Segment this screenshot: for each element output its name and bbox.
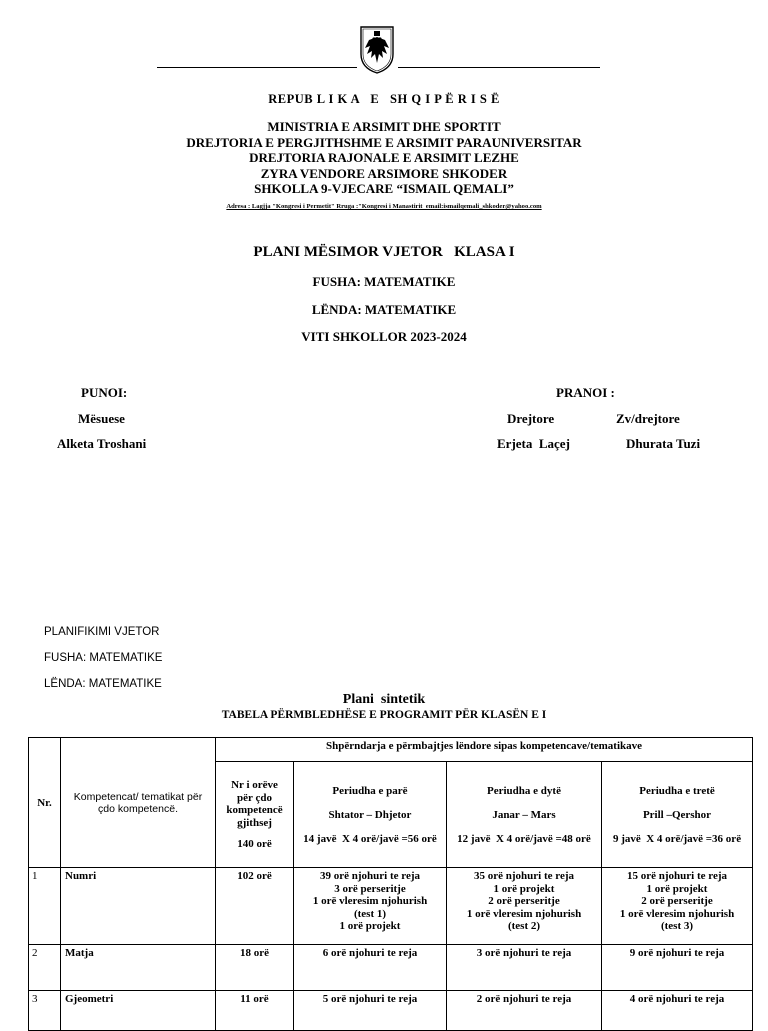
competence-name: Numri bbox=[61, 868, 216, 945]
planning-field-label: FUSHA: MATEMATIKE bbox=[44, 652, 163, 664]
synthetic-plan-title: Plani sintetik bbox=[342, 692, 426, 707]
row-total-hours: 102 orë bbox=[216, 868, 294, 945]
school-year-line: VITI SHKOLLOR 2023-2024 bbox=[301, 329, 467, 344]
deputy-director-name: Dhurata Tuzi bbox=[626, 436, 701, 451]
local-office-line: ZYRA VENDORE ARSIMORE SHKODER bbox=[260, 165, 508, 181]
director-name: Erjeta Laçej bbox=[497, 436, 570, 451]
row-total-hours: 18 orë bbox=[216, 945, 294, 991]
period-3-cell: 9 orë njohuri te reja bbox=[602, 945, 753, 991]
row-number: 3 bbox=[29, 991, 61, 1031]
total-hours-value: 140 orë bbox=[237, 838, 272, 850]
deputy-director-role: Zv/drejtore bbox=[616, 411, 680, 426]
period-1-header: Periudha e parë Shtator – Dhjetor 14 javë X 4 orë/javë =56 orë bbox=[294, 762, 447, 868]
period-3-cell: 4 orë njohuri te reja bbox=[602, 991, 753, 1031]
table-row bbox=[29, 945, 753, 991]
director-role: Drejtore bbox=[507, 411, 555, 426]
period-3-cell: 15 orë njohuri te reja 1 orë projekt 2 orë perseritje 1 orë vleresim njohurish (test 3) bbox=[602, 868, 753, 945]
ministry-line: MINISTRIA E ARSIMIT DHE SPORTIT bbox=[267, 119, 501, 134]
annual-planning-label: PLANIFIKIMI VJETOR bbox=[44, 626, 160, 638]
period-1-cell: 5 orë njohuri te reja bbox=[294, 991, 447, 1031]
institution-lines bbox=[0, 119, 768, 197]
period-3-header: Periudha e tretë Prill –Qershor 9 javë X 4 orë/javë =36 orë bbox=[602, 762, 753, 868]
period-2-cell: 35 orë njohuri te reja 1 orë projekt 2 orë perseritje 1 orë vleresim njohurish (test 2) bbox=[447, 868, 602, 945]
period-1-cell: 6 orë njohuri te reja bbox=[294, 945, 447, 991]
competence-name: Matja bbox=[61, 945, 216, 991]
teacher-name: Alketa Troshani bbox=[57, 436, 147, 451]
plan-title: PLANI MËSIMOR VJETOR KLASA I bbox=[253, 244, 515, 260]
albanian-eagle-crest-icon bbox=[359, 24, 395, 74]
table-row bbox=[29, 991, 753, 1031]
directorate-general-line: DREJTORIA E PERGJITHSHME E ARSIMIT PARAUNIVERSITAR bbox=[186, 134, 582, 150]
regional-directorate-line: DREJTORIA RAJONALE E ARSIMIT LEZHE bbox=[249, 150, 519, 165]
header-rule-left bbox=[157, 67, 357, 68]
approved-by-label: PRANOI : bbox=[556, 385, 615, 400]
competence-name: Gjeometri bbox=[61, 991, 216, 1031]
prepared-by-label: PUNOI: bbox=[81, 385, 128, 400]
period-1-cell: 39 orë njohuri te reja 3 orë perseritje 1 orë vleresim njohurish (test 1) 1 orë projekt bbox=[294, 868, 447, 945]
row-total-hours: 11 orë bbox=[216, 991, 294, 1031]
table-row bbox=[29, 868, 753, 945]
nr-header: Nr. bbox=[29, 738, 61, 868]
period-2-cell: 3 orë njohuri te reja bbox=[447, 945, 602, 991]
summary-table-title: TABELA PËRMBLEDHËSE E PROGRAMIT PËR KLASËN E I bbox=[221, 709, 547, 721]
competence-header: Kompetencat/ tematikat për çdo kompetencë. bbox=[61, 738, 216, 868]
header-rule-right bbox=[398, 67, 600, 68]
school-name-line: SHKOLLA 9-VJECARE “ISMAIL QEMALI” bbox=[254, 181, 514, 196]
period-2-header: Periudha e dytë Janar – Mars 12 javë X 4 orë/javë =48 orë bbox=[447, 762, 602, 868]
program-summary-table bbox=[28, 737, 753, 1031]
school-address: Adresa : Lagjja "Kongresi i Permetit" Rruga :"Kongresi i Manastirit email:ismailqemali_shkoder@yahoo.com bbox=[226, 203, 542, 210]
republic-title: REPUB L I K A E SH Q I P Ë R I S Ë bbox=[268, 92, 500, 106]
teacher-role: Mësuese bbox=[78, 411, 125, 426]
row-number: 2 bbox=[29, 945, 61, 991]
planning-subject-label: LËNDA: MATEMATIKE bbox=[44, 678, 162, 690]
total-hours-header: Nr i orëve për çdo kompetencë gjithsej 140 orë bbox=[216, 762, 294, 868]
subject-line: LËNDA: MATEMATIKE bbox=[311, 302, 457, 317]
period-2-cell: 2 orë njohuri te reja bbox=[447, 991, 602, 1031]
row-number: 1 bbox=[29, 868, 61, 945]
table-header-row-top bbox=[29, 738, 753, 762]
distribution-header: Shpërndarja e përmbajtjes lëndore sipas kompetencave/tematikave bbox=[216, 738, 753, 762]
field-line: FUSHA: MATEMATIKE bbox=[312, 274, 456, 289]
